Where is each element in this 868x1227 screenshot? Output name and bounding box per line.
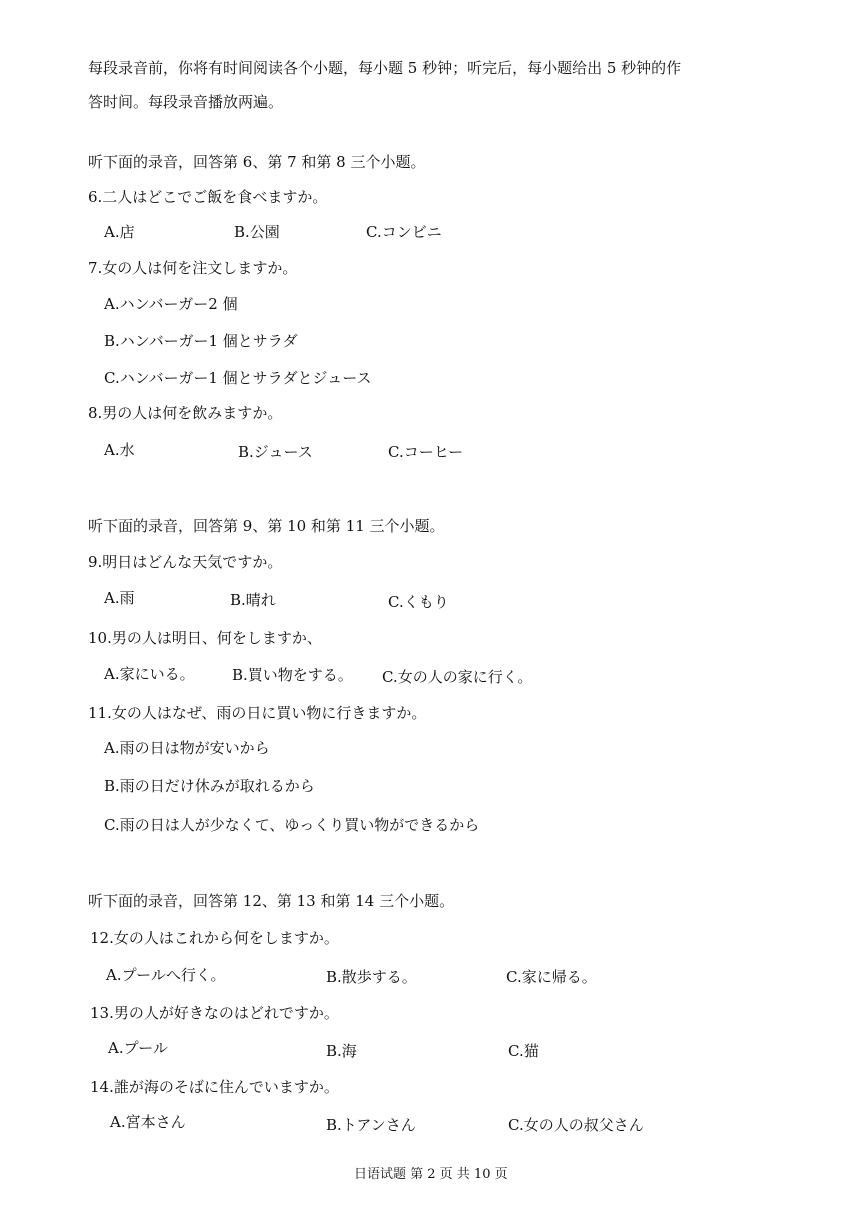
intro-line-2: 答时间。每段录音播放两遍。	[88, 93, 284, 111]
option-a: A.宮本さん	[110, 1113, 186, 1131]
option-a: A.家にいる。	[104, 665, 195, 683]
question-stem: 12.女の人はこれから何をしますか。	[90, 929, 339, 947]
page-footer: 日语试题 第 2 页 共 10 页	[354, 1167, 508, 1182]
question-stem: 11.女の人はなぜ、雨の日に買い物に行きますか。	[88, 704, 427, 722]
option-b: B.ハンバーガー1 個とサラダ	[104, 332, 298, 350]
section-instruction: 听下面的录音，回答第 9、第 10 和第 11 三个小题。	[88, 517, 445, 535]
option-b: B.公園	[234, 223, 280, 241]
option-c: C.雨の日は人が少なくて、ゆっくり買い物ができるから	[104, 816, 480, 834]
question-stem: 14.誰が海のそばに住んでいますか。	[90, 1078, 339, 1096]
section-instruction: 听下面的录音，回答第 12、第 13 和第 14 三个小题。	[88, 892, 455, 910]
question-stem: 13.男の人が好きなのはどれですか。	[90, 1004, 339, 1022]
option-c: C.コーヒー	[388, 443, 464, 461]
option-c: C.家に帰る。	[506, 968, 597, 986]
option-a: A.水	[104, 441, 135, 459]
option-c: C.ハンバーガー1 個とサラダとジュース	[104, 369, 372, 387]
option-c: C.猫	[508, 1042, 539, 1060]
option-a: A.プール	[108, 1039, 168, 1057]
option-b: B.海	[326, 1042, 357, 1060]
intro-line-1: 每段录音前，你将有时间阅读各个小题，每小题 5 秒钟；听完后，每小题给出 5 秒钟的作	[88, 59, 682, 77]
option-a: A.ハンバーガー2 個	[104, 295, 238, 313]
question-stem: 7.女の人は何を注文しますか。	[88, 259, 298, 277]
option-c: C.くもり	[388, 593, 449, 611]
option-b: B.晴れ	[230, 591, 276, 609]
question-stem: 9.明日はどんな天気ですか。	[88, 553, 283, 571]
question-stem: 10.男の人は明日、何をしますか、	[88, 629, 322, 647]
option-a: A.雨	[104, 589, 135, 607]
option-c: C.女の人の叔父さん	[508, 1116, 644, 1134]
option-c: C.女の人の家に行く。	[382, 668, 533, 686]
option-b: B.ジュース	[238, 443, 313, 461]
option-b: B.雨の日だけ休みが取れるから	[104, 777, 315, 795]
option-b: B.トアンさん	[326, 1116, 416, 1134]
question-stem: 8.男の人は何を飲みますか。	[88, 404, 283, 422]
option-a: A.店	[104, 223, 135, 241]
option-a: A.雨の日は物が安いから	[104, 739, 270, 757]
option-b: B.散歩する。	[326, 968, 417, 986]
option-a: A.プールへ行く。	[106, 966, 226, 984]
option-b: B.買い物をする。	[232, 666, 353, 684]
option-c: C.コンビニ	[366, 223, 442, 241]
section-instruction: 听下面的录音，回答第 6、第 7 和第 8 三个小题。	[88, 153, 426, 171]
question-stem: 6.二人はどこでご飯を食べますか。	[88, 188, 328, 206]
